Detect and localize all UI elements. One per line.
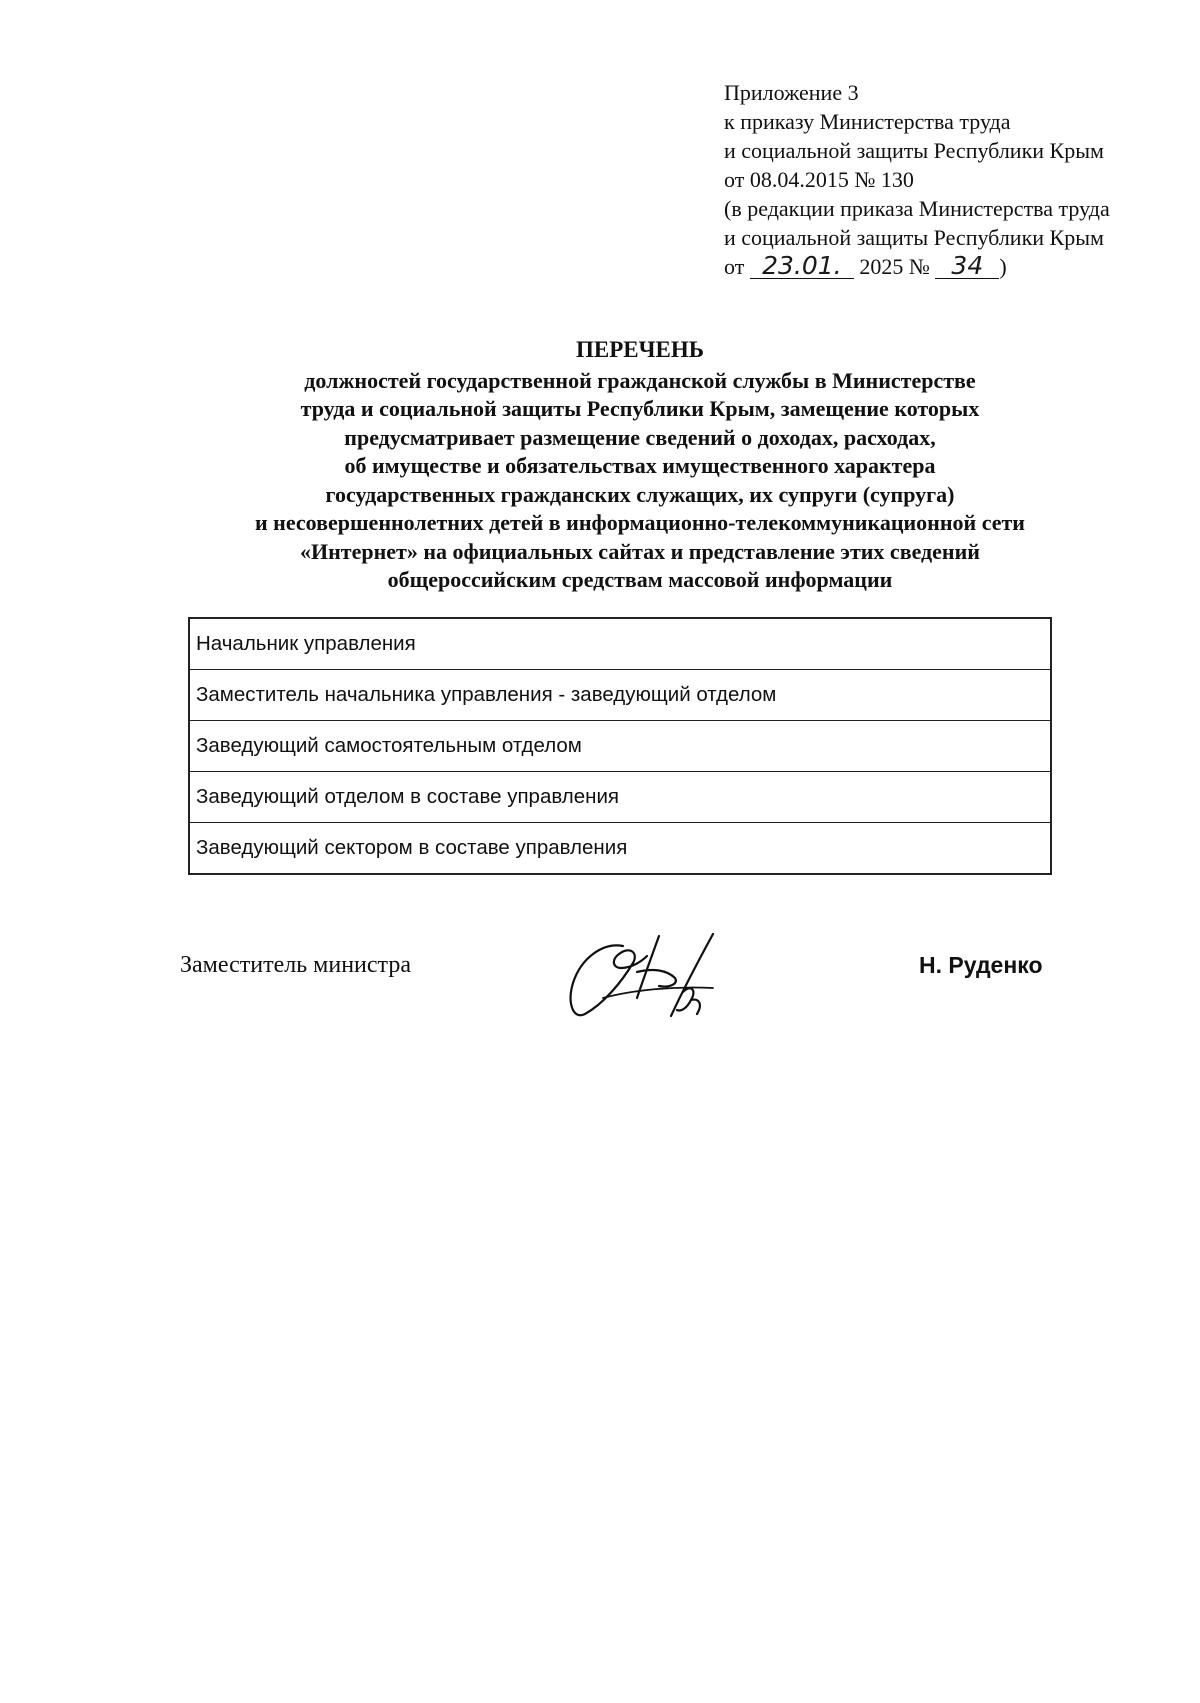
title-line: предусматривает размещение сведений о доходах, расходах, <box>344 424 936 450</box>
title-line: об имуществе и обязательствах имущественного характера <box>344 453 936 478</box>
annex-block <box>724 78 1110 281</box>
table-row: Заведующий сектором в составе управления <box>190 822 1050 873</box>
close-paren: ) <box>999 254 1007 279</box>
table-row: Заведующий самостоятельным отделом <box>190 720 1050 771</box>
annex-line: (в редакции приказа Министерства труда <box>724 196 1110 221</box>
title-line: и несовершеннолетних детей в информационно-телекоммуникационной сети <box>255 510 1025 535</box>
annex-line: к приказу Министерства труда <box>724 109 1011 134</box>
annex-from-label: от <box>724 254 745 279</box>
signer-title: Заместитель министра <box>180 952 411 978</box>
handwritten-date: 23.01. <box>750 254 854 279</box>
handwritten-number: 34 <box>935 254 999 279</box>
positions-table <box>188 617 1052 875</box>
annex-line: и социальной защиты Республики Крым <box>724 225 1104 250</box>
title-line: «Интернет» на официальных сайтах и представление этих сведений <box>300 538 980 564</box>
table-row: Заведующий отделом в составе управления <box>190 771 1050 822</box>
annex-year-label: 2025 № <box>859 254 930 279</box>
annex-line: и социальной защиты Республики Крым <box>724 138 1104 163</box>
table-row: Заместитель начальника управления - заведующий отделом <box>190 669 1050 720</box>
annex-amendment-date-line <box>724 252 1110 281</box>
document-title-block <box>180 336 1100 595</box>
signature-image <box>563 928 751 1028</box>
document-title: ПЕРЕЧЕНЬ <box>576 337 704 362</box>
title-line: труда и социальной защиты Республики Крым, замещение которых <box>300 396 980 421</box>
annex-line: Приложение 3 <box>724 80 859 105</box>
title-line: должностей государственной гражданской службы в Министерстве <box>304 367 976 393</box>
annex-line: от 08.04.2015 № 130 <box>724 167 914 192</box>
title-line: общероссийским средствам массовой информации <box>387 567 893 592</box>
signer-name: Н. Руденко <box>919 952 1043 978</box>
table-row: Начальник управления <box>196 632 416 655</box>
title-line: государственных гражданских служащих, их супруги (супруга) <box>325 481 955 507</box>
